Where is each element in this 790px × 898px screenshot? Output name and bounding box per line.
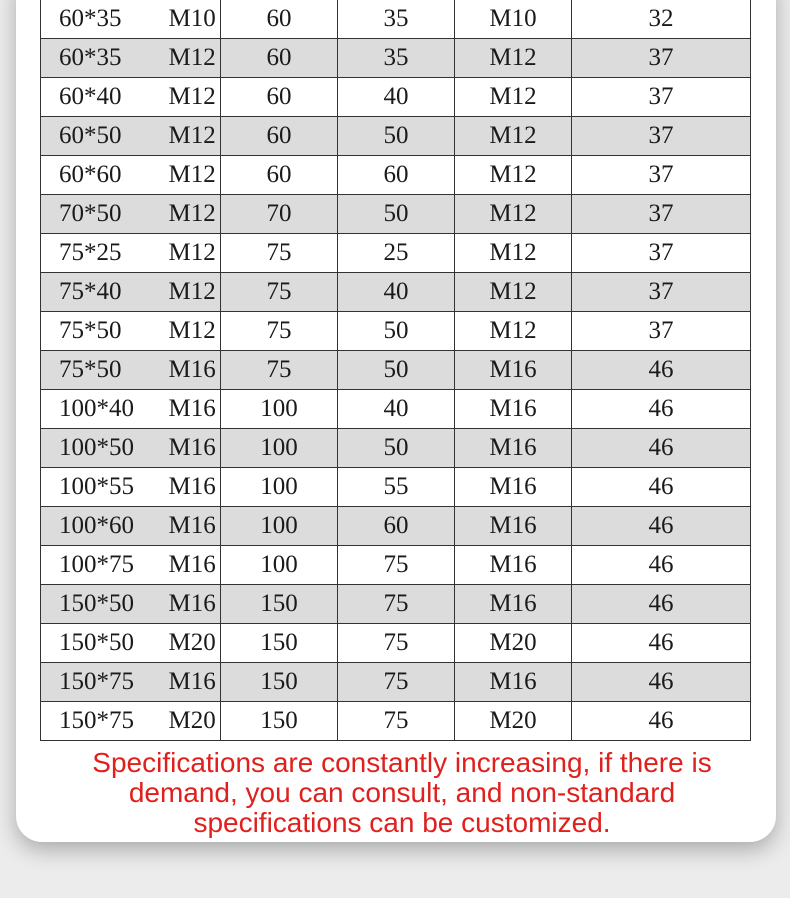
cell-thread-size: M16 <box>455 351 572 390</box>
cell-thread-size: M12 <box>455 156 572 195</box>
table-row <box>41 117 751 156</box>
cell-dim-b: 40 <box>338 273 455 312</box>
cell-bolt-thread: M12 <box>165 117 221 156</box>
cell-spec-size: 75*50 <box>41 312 165 351</box>
table-row <box>41 507 751 546</box>
cell-bolt-thread: M16 <box>165 429 221 468</box>
table-row <box>41 234 751 273</box>
cell-spec-size: 75*40 <box>41 273 165 312</box>
cell-spec-size: 150*50 <box>41 624 165 663</box>
cell-dim-a: 100 <box>221 429 338 468</box>
cell-dim-c: 46 <box>572 507 751 546</box>
cell-spec-size: 100*55 <box>41 468 165 507</box>
cell-thread-size: M12 <box>455 39 572 78</box>
cell-dim-b: 75 <box>338 663 455 702</box>
cell-thread-size: M10 <box>455 0 572 39</box>
cell-dim-c: 46 <box>572 468 751 507</box>
spec-table <box>40 0 751 741</box>
cell-dim-c: 46 <box>572 663 751 702</box>
cell-dim-b: 50 <box>338 429 455 468</box>
table-row <box>41 468 751 507</box>
cell-dim-c: 37 <box>572 156 751 195</box>
cell-dim-c: 37 <box>572 117 751 156</box>
table-row <box>41 195 751 234</box>
cell-dim-c: 46 <box>572 429 751 468</box>
cell-spec-size: 60*35 <box>41 0 165 39</box>
cell-dim-c: 46 <box>572 624 751 663</box>
table-row <box>41 702 751 741</box>
cell-dim-b: 35 <box>338 39 455 78</box>
cell-dim-a: 150 <box>221 624 338 663</box>
cell-thread-size: M20 <box>455 702 572 741</box>
cell-dim-c: 46 <box>572 351 751 390</box>
table-row <box>41 429 751 468</box>
cell-spec-size: 100*40 <box>41 390 165 429</box>
cell-dim-c: 46 <box>572 702 751 741</box>
cell-dim-a: 150 <box>221 663 338 702</box>
cell-dim-b: 40 <box>338 390 455 429</box>
cell-dim-a: 60 <box>221 39 338 78</box>
cell-bolt-thread: M20 <box>165 624 221 663</box>
cell-dim-a: 100 <box>221 546 338 585</box>
cell-bolt-thread: M12 <box>165 195 221 234</box>
cell-bolt-thread: M12 <box>165 234 221 273</box>
cell-spec-size: 60*50 <box>41 117 165 156</box>
table-row <box>41 273 751 312</box>
cell-bolt-thread: M16 <box>165 390 221 429</box>
cell-dim-a: 60 <box>221 156 338 195</box>
cell-dim-c: 37 <box>572 312 751 351</box>
cell-dim-c: 46 <box>572 546 751 585</box>
cell-spec-size: 60*40 <box>41 78 165 117</box>
cell-dim-b: 40 <box>338 78 455 117</box>
spec-table-body <box>41 0 751 741</box>
cell-spec-size: 100*60 <box>41 507 165 546</box>
cell-bolt-thread: M12 <box>165 78 221 117</box>
cell-bolt-thread: M16 <box>165 507 221 546</box>
cell-spec-size: 75*25 <box>41 234 165 273</box>
cell-dim-a: 75 <box>221 312 338 351</box>
cell-spec-size: 70*50 <box>41 195 165 234</box>
cell-bolt-thread: M12 <box>165 312 221 351</box>
cell-dim-c: 46 <box>572 585 751 624</box>
cell-thread-size: M20 <box>455 624 572 663</box>
cell-dim-a: 100 <box>221 507 338 546</box>
cell-dim-b: 75 <box>338 624 455 663</box>
cell-dim-a: 60 <box>221 0 338 39</box>
cell-dim-b: 50 <box>338 351 455 390</box>
cell-thread-size: M16 <box>455 390 572 429</box>
cell-thread-size: M12 <box>455 117 572 156</box>
cell-spec-size: 150*75 <box>41 663 165 702</box>
table-row <box>41 0 751 39</box>
cell-dim-c: 32 <box>572 0 751 39</box>
cell-thread-size: M16 <box>455 663 572 702</box>
table-row <box>41 312 751 351</box>
note-line-1: Specifications are constantly increasing, if there is <box>92 747 712 778</box>
cell-thread-size: M12 <box>455 312 572 351</box>
cell-dim-b: 60 <box>338 156 455 195</box>
cell-spec-size: 150*50 <box>41 585 165 624</box>
cell-dim-c: 37 <box>572 234 751 273</box>
cell-thread-size: M16 <box>455 429 572 468</box>
cell-dim-a: 60 <box>221 78 338 117</box>
cell-bolt-thread: M20 <box>165 702 221 741</box>
cell-spec-size: 150*75 <box>41 702 165 741</box>
cell-dim-a: 100 <box>221 468 338 507</box>
cell-bolt-thread: M16 <box>165 585 221 624</box>
cell-dim-b: 60 <box>338 507 455 546</box>
cell-dim-b: 50 <box>338 117 455 156</box>
cell-dim-a: 100 <box>221 390 338 429</box>
cell-bolt-thread: M16 <box>165 663 221 702</box>
cell-dim-a: 150 <box>221 702 338 741</box>
table-row <box>41 546 751 585</box>
table-row <box>41 39 751 78</box>
table-row <box>41 663 751 702</box>
cell-thread-size: M16 <box>455 546 572 585</box>
cell-thread-size: M16 <box>455 585 572 624</box>
cell-dim-b: 35 <box>338 0 455 39</box>
cell-thread-size: M12 <box>455 195 572 234</box>
cell-dim-b: 50 <box>338 195 455 234</box>
cell-bolt-thread: M12 <box>165 39 221 78</box>
cell-dim-c: 37 <box>572 39 751 78</box>
cell-dim-a: 75 <box>221 273 338 312</box>
cell-thread-size: M16 <box>455 507 572 546</box>
cell-dim-c: 37 <box>572 273 751 312</box>
cell-spec-size: 60*35 <box>41 39 165 78</box>
cell-dim-a: 70 <box>221 195 338 234</box>
cell-thread-size: M16 <box>455 468 572 507</box>
note-line-2: demand, you can consult, and non-standard <box>128 777 676 808</box>
cell-dim-b: 75 <box>338 585 455 624</box>
cell-dim-b: 75 <box>338 546 455 585</box>
table-row <box>41 585 751 624</box>
cell-bolt-thread: M16 <box>165 351 221 390</box>
cell-thread-size: M12 <box>455 234 572 273</box>
cell-spec-size: 60*60 <box>41 156 165 195</box>
cell-spec-size: 100*75 <box>41 546 165 585</box>
table-row <box>41 390 751 429</box>
cell-spec-size: 75*50 <box>41 351 165 390</box>
cell-dim-c: 46 <box>572 390 751 429</box>
cell-dim-a: 75 <box>221 234 338 273</box>
cell-dim-b: 75 <box>338 702 455 741</box>
cell-dim-b: 25 <box>338 234 455 273</box>
table-row <box>41 351 751 390</box>
cell-dim-a: 60 <box>221 117 338 156</box>
note-line-3: specifications can be customized. <box>193 807 611 838</box>
cell-dim-c: 37 <box>572 78 751 117</box>
table-row <box>41 156 751 195</box>
customization-note <box>40 748 764 838</box>
cell-dim-b: 55 <box>338 468 455 507</box>
cell-bolt-thread: M16 <box>165 468 221 507</box>
cell-bolt-thread: M12 <box>165 273 221 312</box>
cell-dim-a: 75 <box>221 351 338 390</box>
cell-bolt-thread: M10 <box>165 0 221 39</box>
cell-dim-a: 150 <box>221 585 338 624</box>
cell-dim-c: 37 <box>572 195 751 234</box>
cell-thread-size: M12 <box>455 273 572 312</box>
cell-thread-size: M12 <box>455 78 572 117</box>
table-row <box>41 624 751 663</box>
table-row <box>41 78 751 117</box>
cell-dim-b: 50 <box>338 312 455 351</box>
cell-bolt-thread: M12 <box>165 156 221 195</box>
cell-spec-size: 100*50 <box>41 429 165 468</box>
cell-bolt-thread: M16 <box>165 546 221 585</box>
